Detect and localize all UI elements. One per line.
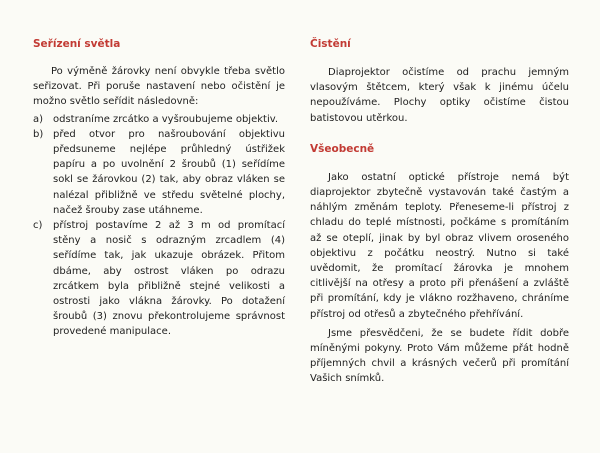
- list-marker: b): [33, 128, 44, 140]
- list-marker: c): [33, 220, 43, 232]
- list-item-text: přístroj postavíme 2 až 3 m od promítací stěny a nosič s odrazným zrcadlem (4) seřídíme tak, jak ukazuje obrázek. Přitom dbáme, aby ostrost vláken po odrazu zrcátkem byla přibližně stejné velikosti a ostrosti jako vlákna žárovky. Po dotažení šroubů (3) znovu překontrolujeme správnost provedené manipulace.: [53, 220, 285, 338]
- general-paragraph: Jako ostatní optické přístroje nemá být diaprojektor zbytečně vystavován také častým a náhlým změnám teploty. Přeneseme-li přístroj z chladu do teplé místnosti, počkáme s promítáním až se oteplí, jinak by byl obraz vlivem oroseného objektivu z počátku neostrý. Nutno si také uvědomit, že promítací žárovka je mnohem citlivější na otřesy a proto při přenášení a zvláště při promítání, kdy je vlákno rozžhaveno, chráníme přístroj od otřesů a zbytečného přehřívání.: [310, 171, 569, 320]
- section-heading-light-adjustment: Seřízení světla: [33, 38, 121, 50]
- adjustment-steps-list: [33, 112, 285, 340]
- list-item: [33, 218, 285, 340]
- right-column: [310, 37, 569, 387]
- list-item: [33, 127, 285, 218]
- left-column: [33, 37, 285, 340]
- intro-paragraph: Po výměně žárovky není obvykle třeba světlo seřizovat. Při poruše nastavení nebo očistění je možno světlo seřídit následovně:: [33, 66, 285, 108]
- closing-paragraph: Jsme přesvědčeni, že se budete řídit dobře míněnými pokyny. Proto Vám můžeme přát hodně příjemných chvil a krásných večerů při promítání Vašich snímků.: [310, 327, 569, 385]
- list-item-text: před otvor pro našroubování objektivu předsuneme nejlépe průhledný ústřižek papíru a po uvolnění 2 šroubů (1) seřídíme sokl se žárovkou (2) tak, aby obraz vláken se nalézal přibližně ve středu světelné plochy, načež šrouby zase utáhneme.: [53, 128, 285, 216]
- cleaning-paragraph: Diaprojektor očistíme od prachu jemným vlasovým štětcem, který však k jinému účelu nepoužíváme. Plochy optiky očistíme čistou batistovou utěrkou.: [310, 67, 569, 124]
- section-heading-cleaning: Čistění: [310, 38, 351, 50]
- list-item: [33, 112, 285, 127]
- list-item-text: odstraníme zrcátko a vyšroubujeme objektiv.: [53, 113, 279, 125]
- section-heading-general: Všeobecně: [310, 142, 375, 155]
- list-marker: a): [33, 113, 44, 125]
